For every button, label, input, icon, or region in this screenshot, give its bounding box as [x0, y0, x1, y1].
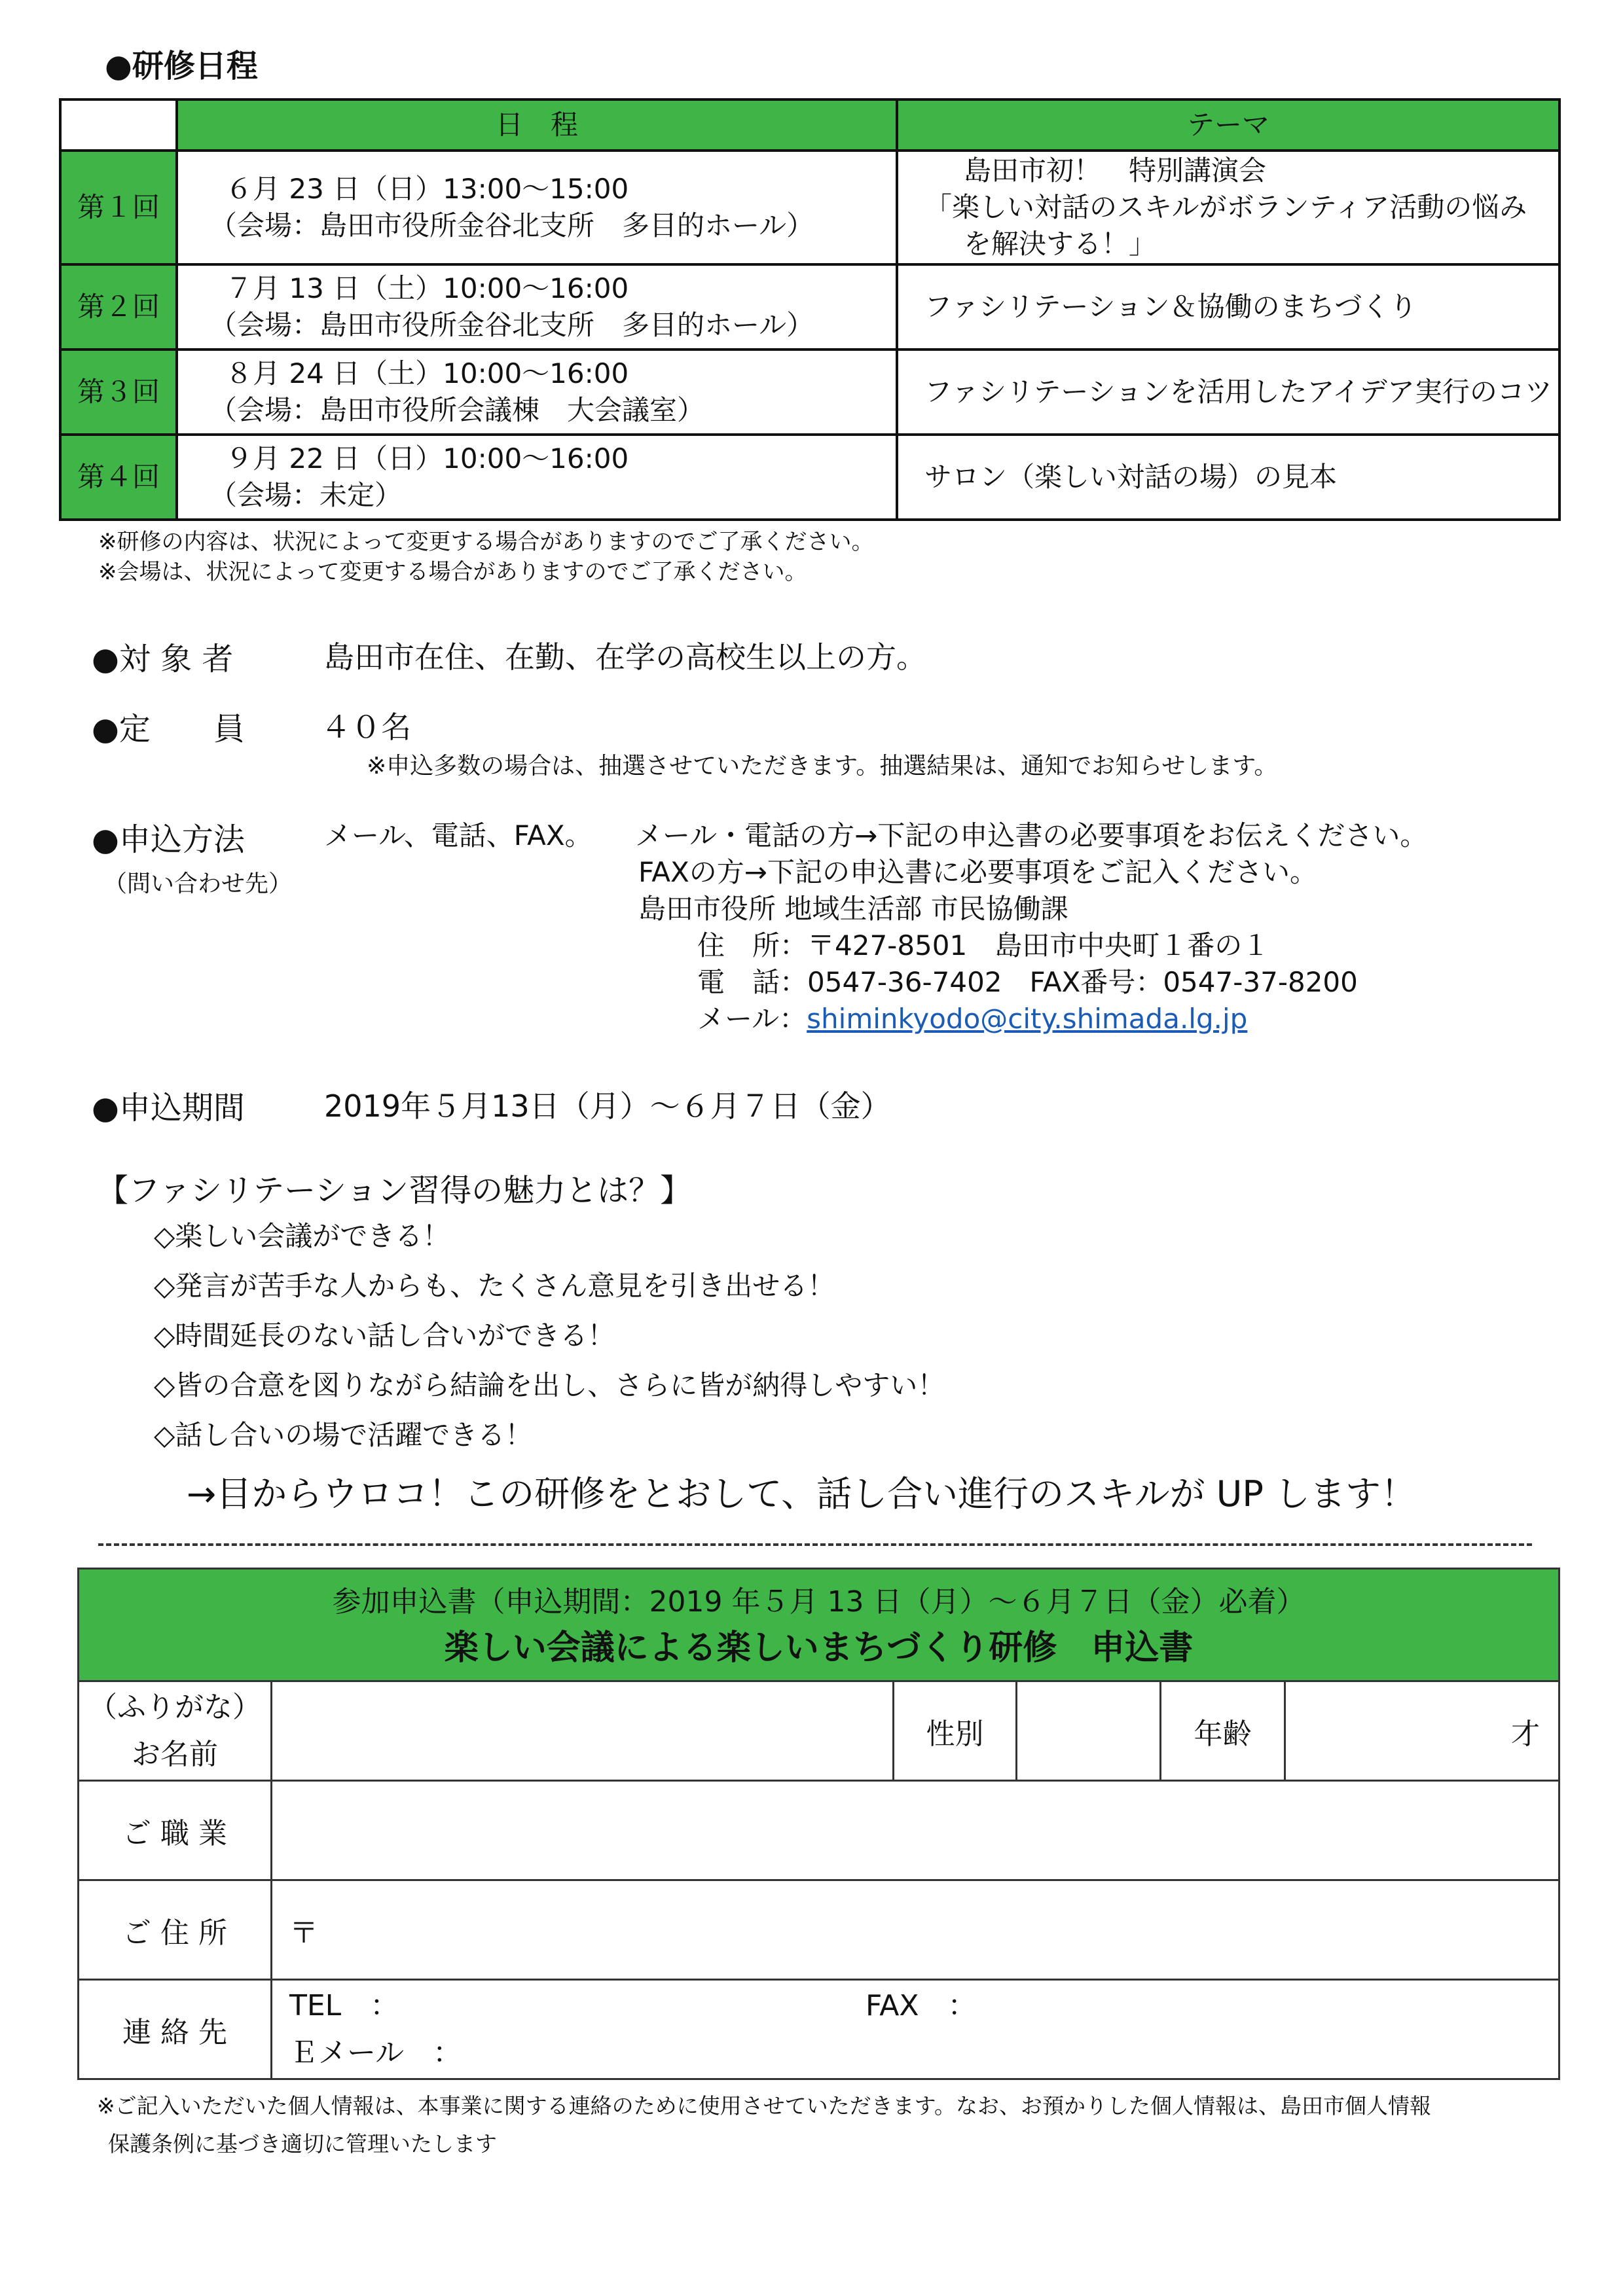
appeal-item: ◇楽しい会議ができる！ [154, 1220, 450, 1252]
round-label: 第２回 [60, 264, 177, 350]
schedule-heading: ●研修日程 [105, 48, 258, 84]
round-label: 第３回 [60, 350, 177, 435]
job-label: ご 職 業 [79, 1781, 272, 1880]
session-theme-line2: 「楽しい対話のスキルがボランティア活動の悩み [924, 191, 1527, 223]
appeal-item: ◇発言が苦手な人からも、たくさん意見を引き出せる！ [154, 1270, 835, 1302]
round-label: 第１回 [60, 151, 177, 264]
schedule-date-cell [177, 264, 897, 350]
session-venue: （会場：未定） [210, 479, 403, 511]
session-theme: サロン（楽しい対話の場）の見本 [897, 435, 1559, 520]
header-theme: テーマ [897, 99, 1559, 151]
schedule-theme-cell [897, 151, 1559, 264]
contact-field[interactable] [272, 1980, 1559, 2079]
schedule-header-row [60, 99, 1559, 151]
schedule-date-cell [177, 151, 897, 264]
apply-mail-label: メール： [697, 1003, 807, 1035]
apply-fax-instruction: FAXの方→下記の申込書に必要事項をご記入ください。 [638, 856, 1317, 888]
header-blank [60, 99, 177, 151]
apply-phone: 電 話：0547-36-7402 FAX番号：0547-37-8200 [697, 966, 1358, 998]
period-label: ●申込期間 [92, 1090, 245, 1126]
address-label: ご 住 所 [79, 1880, 272, 1980]
appeal-closing: →目からウロコ！この研修をとおして、話し合い進行のスキルが UP します！ [187, 1473, 1417, 1515]
appeal-item: ◇時間延長のない話し合いができる！ [154, 1319, 615, 1352]
schedule-row [60, 264, 1559, 350]
schedule-row [60, 151, 1559, 264]
contact-label: 連 絡 先 [79, 1980, 272, 2079]
period-value: 2019年５月13日（月）～６月７日（金） [324, 1088, 891, 1124]
form-row-name [79, 1681, 1559, 1781]
schedule-row [60, 350, 1559, 435]
age-label: 年齢 [1161, 1681, 1285, 1781]
age-unit: 才 [1511, 1717, 1541, 1751]
apply-address: 住 所：〒427-8501 島田市中央町１番の１ [697, 929, 1270, 961]
name-label-cell [79, 1681, 272, 1781]
privacy-note-line2: 保護条例に基づき適切に管理いたします [108, 2131, 497, 2157]
session-venue: （会場：島田市役所金谷北支所 多目的ホール） [210, 209, 814, 242]
target-label: ●対 象 者 [92, 641, 234, 677]
name-label: お名前 [132, 1737, 218, 1771]
apply-sublabel: （問い合わせ先） [103, 870, 293, 897]
schedule-table [59, 98, 1561, 521]
form-subtitle: 参加申込書（申込期間：2019 年５月 13 日（月）～６月７日（金）必着） [332, 1585, 1305, 1619]
furigana-label: （ふりがな） [88, 1690, 261, 1724]
form-title: 楽しい会議による楽しいまちづくり研修 申込書 [444, 1628, 1194, 1668]
form-row-job [79, 1781, 1559, 1880]
job-field[interactable] [272, 1781, 1559, 1880]
cut-line [98, 1543, 1532, 1546]
capacity-value: ４０名 [321, 709, 411, 745]
session-venue: （会場：島田市役所金谷北支所 多目的ホール） [210, 309, 814, 341]
tel-label: TEL ： [289, 1988, 399, 2022]
apply-mail-row [697, 997, 1247, 1037]
capacity-label: ●定 員 [92, 711, 245, 747]
schedule-date-cell [177, 350, 897, 435]
apply-methods: メール、電話、FAX。 [324, 819, 593, 852]
appeal-item: ◇皆の合意を図りながら結論を出し、さらに皆が納得しやすい！ [154, 1369, 945, 1401]
form-header [79, 1569, 1559, 1681]
schedule-row [60, 435, 1559, 520]
age-field[interactable] [1285, 1681, 1559, 1781]
session-theme: 島田市初！ 特別講演会 [964, 154, 1267, 187]
session-theme: ファシリテーションを活用したアイデア実行のコツ [897, 350, 1559, 435]
name-field[interactable] [272, 1681, 894, 1781]
target-value: 島田市在住、在勤、在学の高校生以上の方。 [324, 639, 926, 675]
postal-mark: 〒 [289, 1916, 318, 1950]
apply-mail-link[interactable]: shiminkyodo@city.shimada.lg.jp [807, 1003, 1248, 1035]
contact-phone-line [289, 1982, 1558, 2030]
session-date: ９月 22 日（日）10:00～16:00 [225, 442, 629, 475]
session-venue: （会場：島田市役所会議棟 大会議室） [210, 394, 705, 426]
session-date: ６月 23 日（日）13:00～15:00 [225, 173, 629, 205]
session-date: ８月 24 日（土）10:00～16:00 [225, 357, 629, 389]
apply-label: ●申込方法 [92, 821, 245, 858]
form-row-address [79, 1880, 1559, 1980]
schedule-note-venue: ※会場は、状況によって変更する場合がありますのでご了承ください。 [98, 559, 807, 585]
session-theme-line3: を解決する！」 [964, 228, 1157, 260]
round-label: 第４回 [60, 435, 177, 520]
gender-label: 性別 [894, 1681, 1017, 1781]
appeal-item: ◇話し合いの場で活躍できる！ [154, 1419, 533, 1451]
apply-mail-phone-instruction: メール・電話の方→下記の申込書の必要事項をお伝えください。 [635, 819, 1428, 852]
appeal-heading: 【ファシリテーション習得の魅力とは？】 [97, 1172, 692, 1209]
address-field[interactable] [272, 1880, 1559, 1980]
gender-field[interactable] [1017, 1681, 1161, 1781]
form-header-row [79, 1569, 1559, 1681]
schedule-note-content: ※研修の内容は、状況によって変更する場合がありますのでご了承ください。 [98, 529, 874, 555]
application-form [77, 1568, 1560, 2080]
header-date: 日 程 [177, 99, 897, 151]
apply-office: 島田市役所 地域生活部 市民協働課 [638, 893, 1068, 925]
form-row-contact [79, 1980, 1559, 2079]
privacy-note: ※ご記入いただいた個人情報は、本事業に関する連絡のために使用させていただきます。なお、お預かりした個人情報は、島田市個人情報 [97, 2093, 1432, 2119]
email-label: Ｅメール ： [289, 2036, 462, 2070]
schedule-date-cell [177, 435, 897, 520]
fax-label: FAX ： [866, 1988, 977, 2022]
capacity-note: ※申込多数の場合は、抽選させていただきます。抽選結果は、通知でお知らせします。 [367, 753, 1278, 780]
session-theme: ファシリテーション＆協働のまちづくり [897, 264, 1559, 350]
session-date: ７月 13 日（土）10:00～16:00 [225, 272, 629, 304]
